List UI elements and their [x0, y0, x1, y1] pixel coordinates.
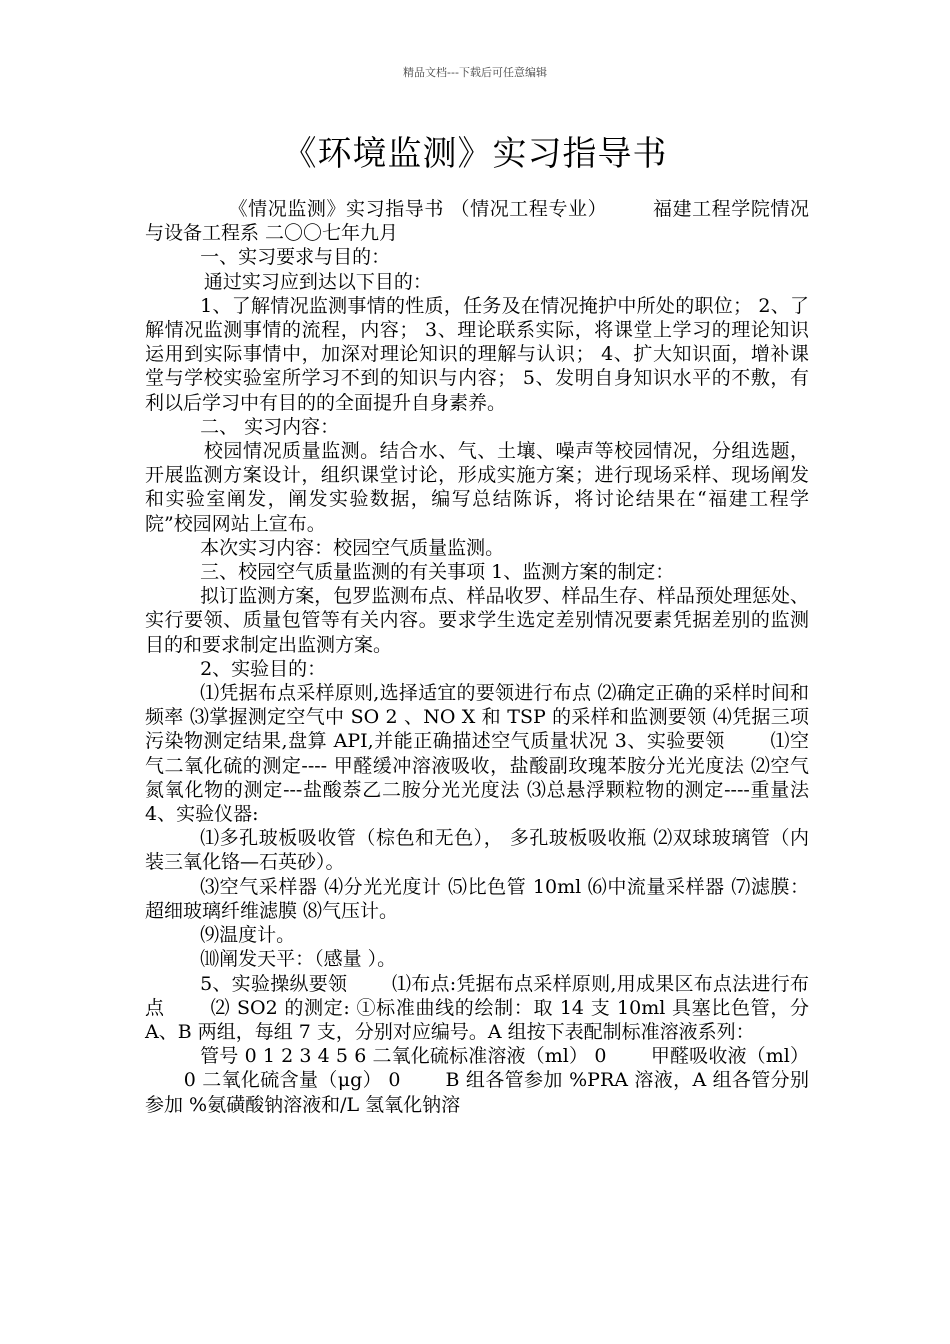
paragraph-goals: 1、了解情况监测事情的性质，任务及在情况掩护中所处的职位； 2、了解情况监测事情的流程，内容； 3、理论联系实际，将课堂上学习的理论知识运用到实际事情中，加深对理论知识的理解与认识； 4、扩大知识面，增补课堂与学校实验室所学习不到的知识与内容； 5、发明自身知识水平的不敷，有利以后学习中有目的的全面提升自身素养。 — [145, 294, 809, 414]
paragraph-intro: 《情况监测》实习指导书 （情况工程专业） 福建工程学院情况与设备工程系 二〇〇七年九月 — [145, 198, 809, 245]
paragraph-goal-intro: 通过实习应到达以下目的： — [203, 270, 432, 293]
section-heading-2: 二、 实习内容： — [200, 415, 340, 438]
section-heading-1: 一、实习要求与目的： — [200, 246, 391, 269]
document-title: 《环境监测》实习指导书 — [282, 134, 668, 174]
paragraph-standard-table: 管号 0 1 2 3 4 5 6 二氧化硫标准溶液（ml） 0 甲醛吸收液（ml） 0 二氧化硫含量（μg） 0 B 组各管参加 %PRA 溶液，A 组各管分别参加 %氨磺酸钠溶液和/L 氢氧化钠溶 — [145, 1045, 809, 1116]
paragraph-instruments-1: ⑴多孔玻板吸收管（棕色和无色）， 多孔玻板吸收瓶 ⑵双球玻璃管（内装三氧化铬—石英砂）。 — [145, 827, 809, 874]
paragraph-instruments-3: ⑼温度计。 — [200, 924, 296, 947]
paragraph-instruments-4: ⑽阐发天平：（感量 ）。 — [200, 948, 397, 971]
header-note: 精品文档---下载后可任意编辑 — [403, 66, 547, 79]
section-heading-3: 三、校园空气质量监测的有关事项 1、监测方案的制定： — [200, 561, 675, 584]
document-body — [145, 197, 809, 1117]
paragraph-procedure: 5、实验操纵要领 ⑴布点:凭据布点采样原则,用成果区布点法进行布点 ⑵ SO2 的测定: ①标准曲线的绘制：取 14 支 10ml 具塞比色管，分 A、B 两组，每组 7 支，分别对应编号。A 组按下表配制标准溶液系列： — [145, 972, 809, 1043]
paragraph-instruments-2: ⑶空气采样器 ⑷分光光度计 ⑸比色管 10ml ⑹中流量采样器 ⑺滤膜：超细玻璃纤维滤膜 ⑻气压计。 — [145, 875, 809, 922]
paragraph-experiment-goals: ⑴凭据布点采样原则,选择适宜的要领进行布点 ⑵确定正确的采样时间和频率 ⑶掌握测定空气中 SO 2 、NO X 和 TSP 的采样和监测要领 ⑷凭据三项污染物测定结果,盘算 API,并能正确描述空气质量状况 3、实验要领 ⑴空气二氧化硫的测定---- 甲醛缓冲溶液吸收，盐酸副玫瑰苯胺分光光度法 ⑵空气氮氧化物的测定---盐酸萘乙二胺分光光度法 ⑶总悬浮颗粒物的测定----重量法 4、实验仪器: — [145, 682, 809, 826]
paragraph-current-content: 本次实习内容：校园空气质量监测。 — [200, 536, 505, 559]
subheading-experiment-goal: 2、实验目的： — [200, 657, 327, 680]
paragraph-content: 校园情况质量监测。结合水、气、土壤、噪声等校园情况，分组选题，开展监测方案设计，组织课堂讨论，形成实施方案；进行现场采样、现场阐发和实验室阐发，阐发实验数据，编写总结陈诉，将讨论结果在“福建工程学院”校园网站上宣布。 — [145, 440, 809, 535]
paragraph-plan: 拟订监测方案，包罗监测布点、样品收罗、样品生存、样品预处理惩处、实行要领、质量包管等有关内容。要求学生选定差别情况要素凭据差别的监测目的和要求制定出监测方案。 — [145, 585, 809, 656]
